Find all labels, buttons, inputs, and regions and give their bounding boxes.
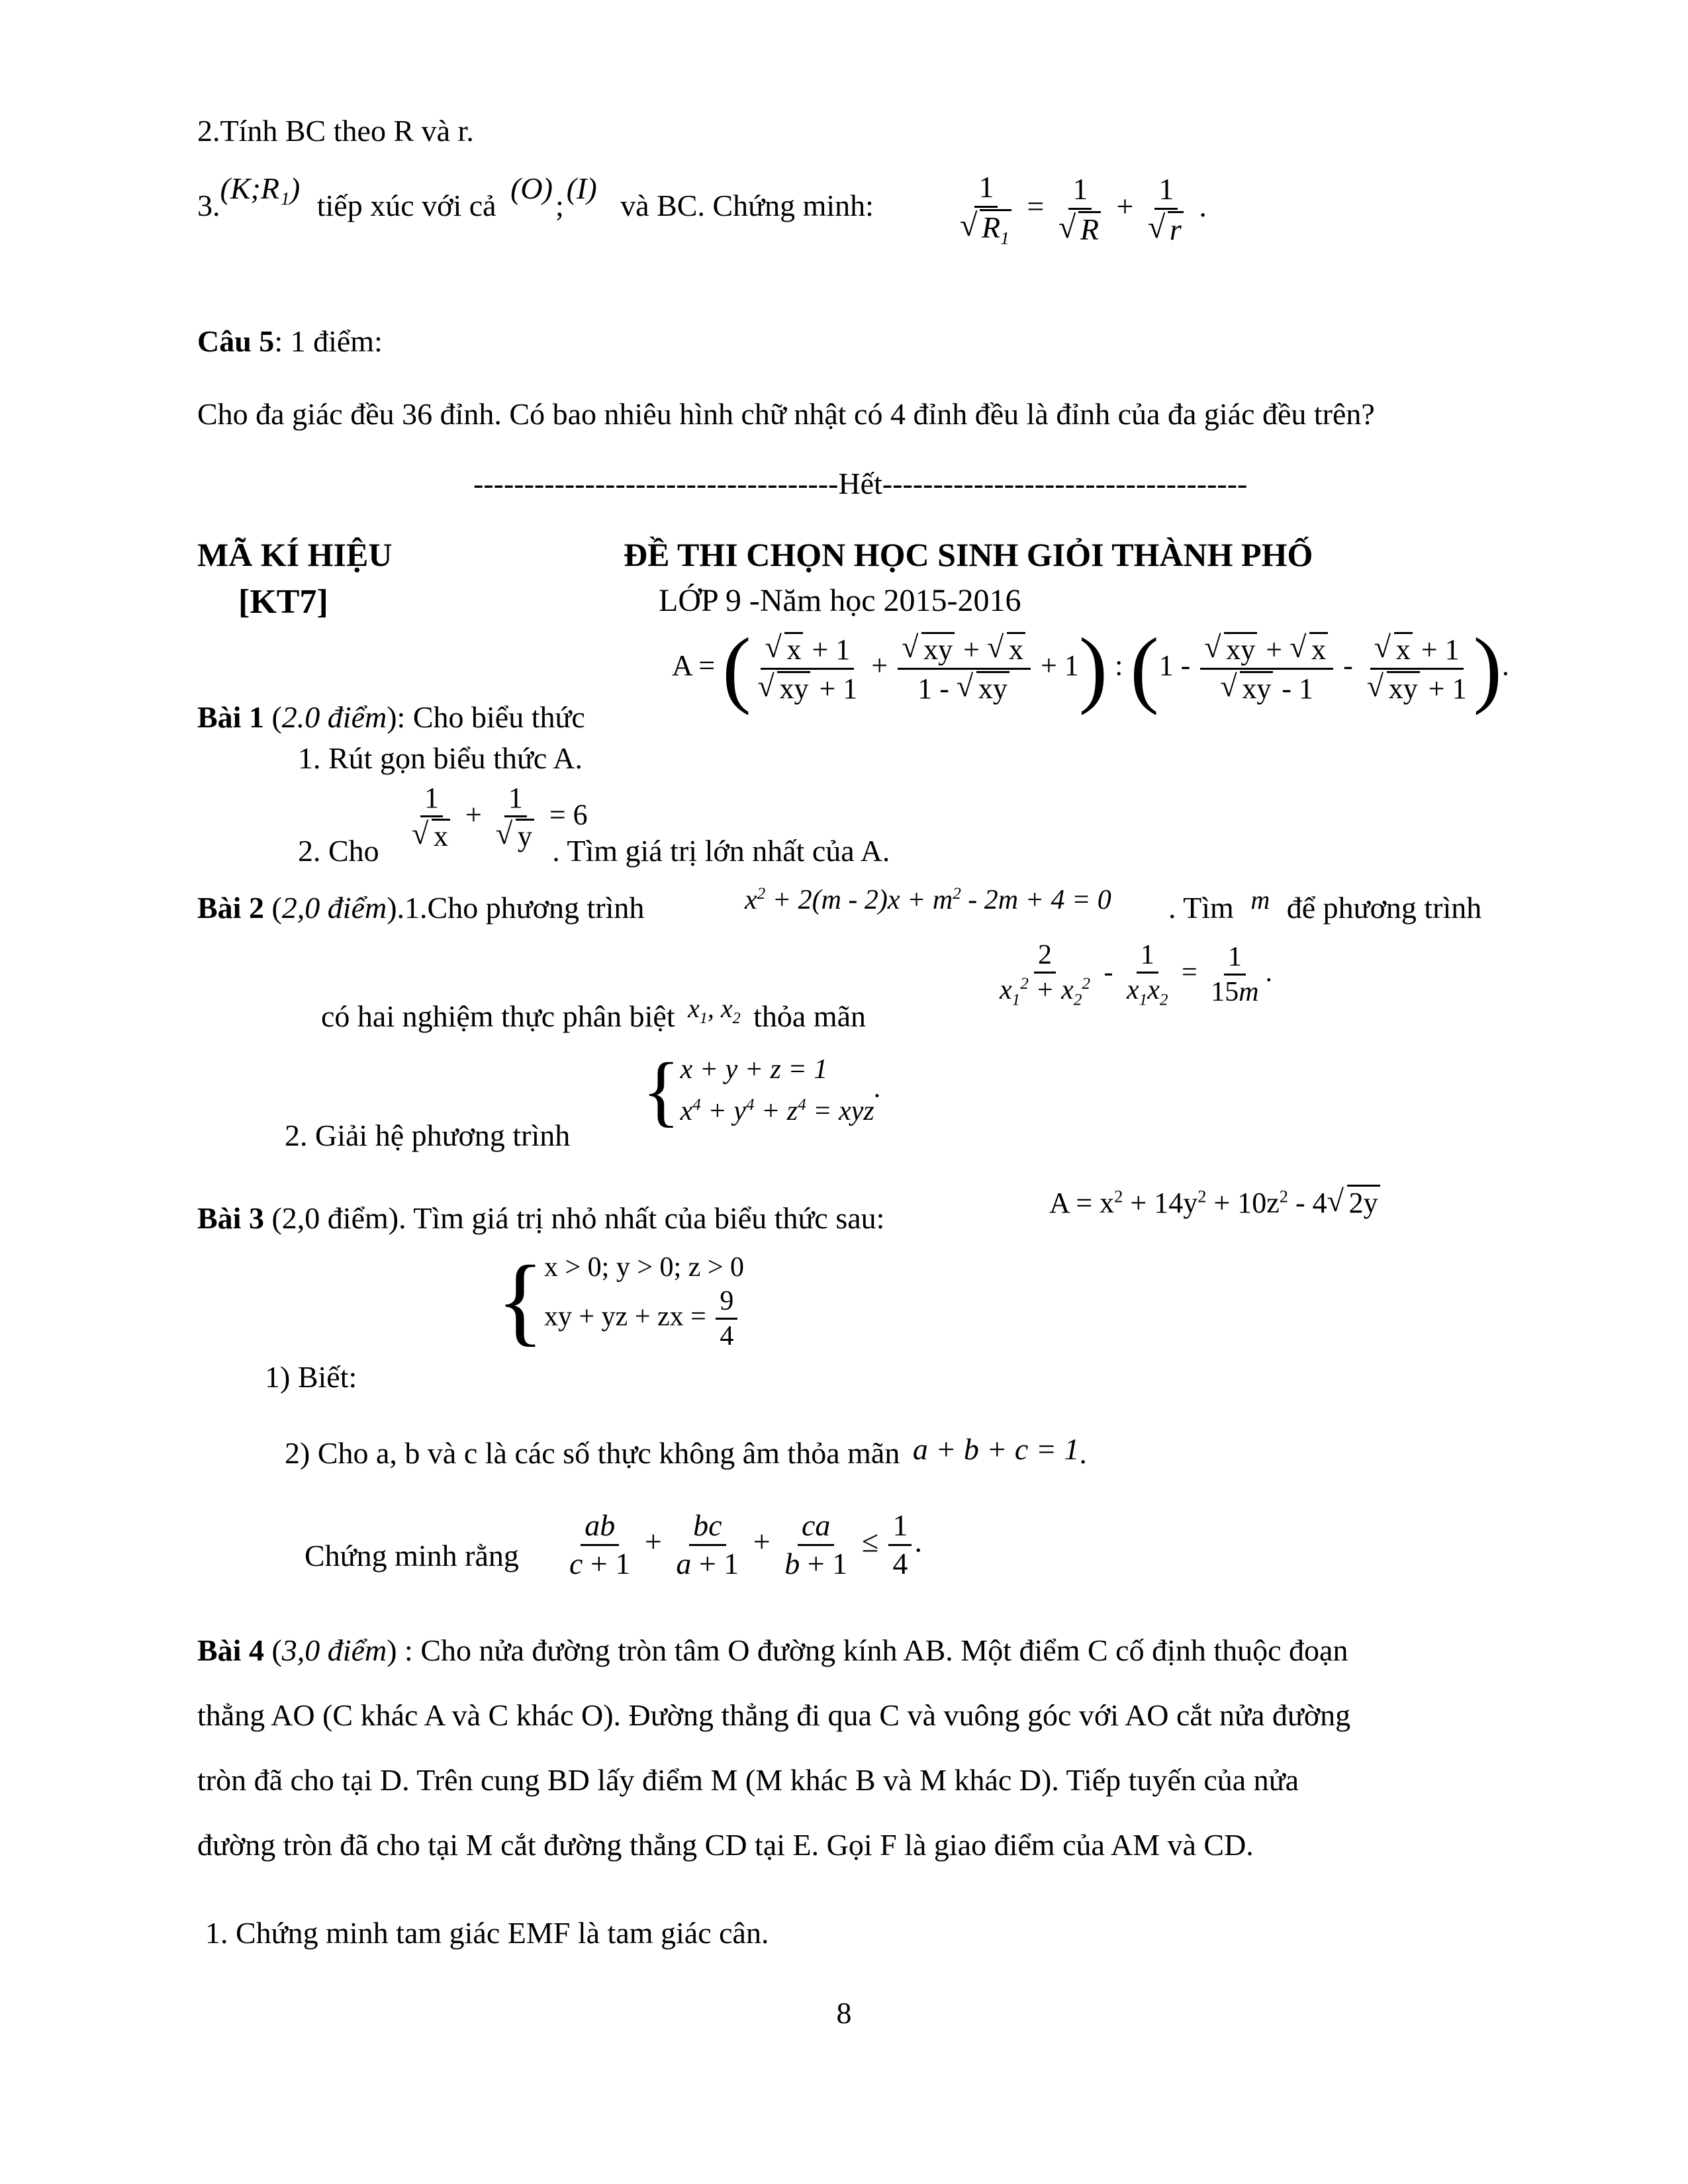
bai1-label: Bài 1 — [197, 700, 264, 734]
end-marker: ------------------------------------Hết------------------------------------ — [473, 467, 1248, 500]
line-tinh-bc: 2.Tính BC theo R và r. — [197, 114, 474, 148]
line-cau3 — [197, 171, 874, 224]
bai4-points: 3,0 điểm — [281, 1633, 387, 1667]
circle-i: (I) — [566, 171, 597, 205]
exam-code: [KT7] — [238, 583, 328, 621]
bai4-line2: thẳng AO (C khác A và C khác O). Đường thẳng đi qua C và vuông góc với AO cắt nửa đường — [197, 1698, 1351, 1732]
formula-min-a: $A = x^2 + 14y^2 + 10z^2 - 4√$ 2y — [1049, 1185, 1382, 1220]
bai1-points: 2.0 điểm — [281, 700, 387, 734]
bai1-intro: : Cho biểu thức — [397, 700, 585, 734]
bai2-line2-mid: thỏa mãn — [753, 999, 867, 1033]
bai2-points: 2,0 điểm — [281, 891, 387, 925]
bai2-tim: . Tìm — [1168, 891, 1234, 925]
bai3-item1: 1) Biết: — [265, 1360, 357, 1394]
bai1-heading: Bài 1 (2.0 điểm): Cho biểu thức — [197, 700, 585, 734]
text: và BC. Chứng minh: — [620, 189, 874, 222]
formula-condition-xy: 1 √ x + 1 √ y = 6 — [405, 782, 588, 853]
formula-inequality: $\frac{ab}{c + 1}$ + $\frac{bc}{a + 1}$ + $\frac{ca}{b + 1}$ ≤ $\frac{1}{4}$ . — [569, 1508, 922, 1580]
bai2-part1: .1.Cho phương trình — [397, 891, 645, 925]
formula-radius-identity: 1 √ $R_1$ = 1 √ R + 1 √ r . — [953, 171, 1207, 248]
condition-abc: a + b + c = 1 — [912, 1432, 1080, 1466]
bai4-line4: đường tròn đã cho tại M cắt đường thẳng CD tại E. Gọi F là giao điểm của AM và CD. — [197, 1828, 1254, 1862]
roots: $x_1$, $x_2$ — [688, 993, 741, 1027]
bai4-line1-text: : Cho nửa đường tròn tâm O đường kính AB. Một điểm C cố định thuộc đoạn — [404, 1633, 1348, 1667]
exam-title: ĐỀ THI CHỌN HỌC SINH GIỎI THÀNH PHỐ — [624, 536, 1313, 573]
cau5-points: : 1 điểm: — [274, 324, 383, 358]
text: tiếp xúc với cả — [316, 189, 496, 222]
bai2-label: Bài 2 — [197, 891, 264, 925]
bai3-label: Bài 3 — [197, 1201, 264, 1235]
formula-quadratic: $x^2 + 2(m - 2)x + m^2 - 2m + 4 = 0$ — [745, 885, 1111, 915]
bai4-line1: Bài 4 (3,0 điểm) : Cho nửa đường tròn tâm O đường kính AB. Một điểm C cố định thuộc đoạn — [197, 1633, 1348, 1667]
formula-a: A = ( √ x + 1 √ xy + 1 + √ $\frac{xy + √ x}{1 - √ xy}$ + 1) : (1 - √ xy + √ x √ xy - 1 - √ x + 1 √ xy + 1 ). — [672, 625, 1509, 711]
formula-system: { x + y + z = 1 $x^4 + y^4 + z^4$ = xyz . — [642, 1046, 882, 1134]
item-number: 3. — [197, 189, 220, 222]
formula-condition-xyz: { x > 0; y > 0; z > 0 xy + yz + zx = $\frac{9}{4}$ — [496, 1245, 745, 1355]
formula-vieta-condition: $\frac{2}{x_1^2 + x_2^2}$ - $\frac{1}{x_1x_2}$ = $\frac{1}{15m}$ . — [1000, 940, 1273, 1009]
bai1-item2-suffix: . Tìm giá trị lớn nhất của A. — [552, 834, 890, 868]
bai2-heading: Bài 2 (2,0 điểm).1.Cho phương trình — [197, 891, 645, 925]
cau5-heading — [197, 324, 383, 359]
bai2-tail: để phương trình — [1286, 891, 1482, 925]
exam-subtitle: LỚP 9 -Năm học 2015-2016 — [659, 583, 1021, 618]
code-label: MÃ KÍ HIỆU — [197, 536, 393, 573]
bai1-item2-prefix: 2. Cho — [298, 834, 379, 868]
bai4-line3: tròn đã cho tại D. Trên cung BD lấy điểm M (M khác B và M khác D). Tiếp tuyến của nửa — [197, 1763, 1299, 1797]
bai3-text: (2,0 điểm). Tìm giá trị nhỏ nhất của biểu thức sau: — [271, 1201, 885, 1235]
bai3-item2: 2) Cho a, b và c là các số thực không âm thỏa mãn a + b + c = 1. — [285, 1432, 1087, 1470]
cau5-text: Cho đa giác đều 36 đỉnh. Có bao nhiêu hình chữ nhật có 4 đỉnh đều là đỉnh của đa giác đều trên? — [197, 397, 1375, 431]
bai4-label: Bài 4 — [197, 1633, 264, 1667]
bai1-item2 — [298, 834, 890, 869]
bai4-item1: 1. Chứng minh tam giác EMF là tam giác cân. — [205, 1916, 769, 1950]
bai3-proof: Chứng minh rằng — [305, 1539, 519, 1572]
bai3-heading — [197, 1201, 884, 1236]
page-number: 8 — [836, 1996, 852, 2030]
bai2-item2: 2. Giải hệ phương trình — [285, 1118, 571, 1152]
bai2-line2-text: có hai nghiệm thực phân biệt — [321, 999, 675, 1033]
circle-o: (O) — [510, 171, 553, 205]
bai2-line2 — [321, 993, 867, 1038]
var-m: m — [1250, 885, 1270, 915]
circle-k-formula: (K;R₁) — [220, 171, 301, 205]
separator: ; — [555, 189, 564, 222]
cau5-label: Câu 5 — [197, 324, 275, 358]
bai3-item2-text: 2) Cho a, b và c là các số thực không âm thỏa mãn — [285, 1436, 900, 1470]
bai1-item1: 1. Rút gọn biểu thức A. — [298, 741, 583, 775]
bai2-part1-end — [1168, 885, 1482, 926]
